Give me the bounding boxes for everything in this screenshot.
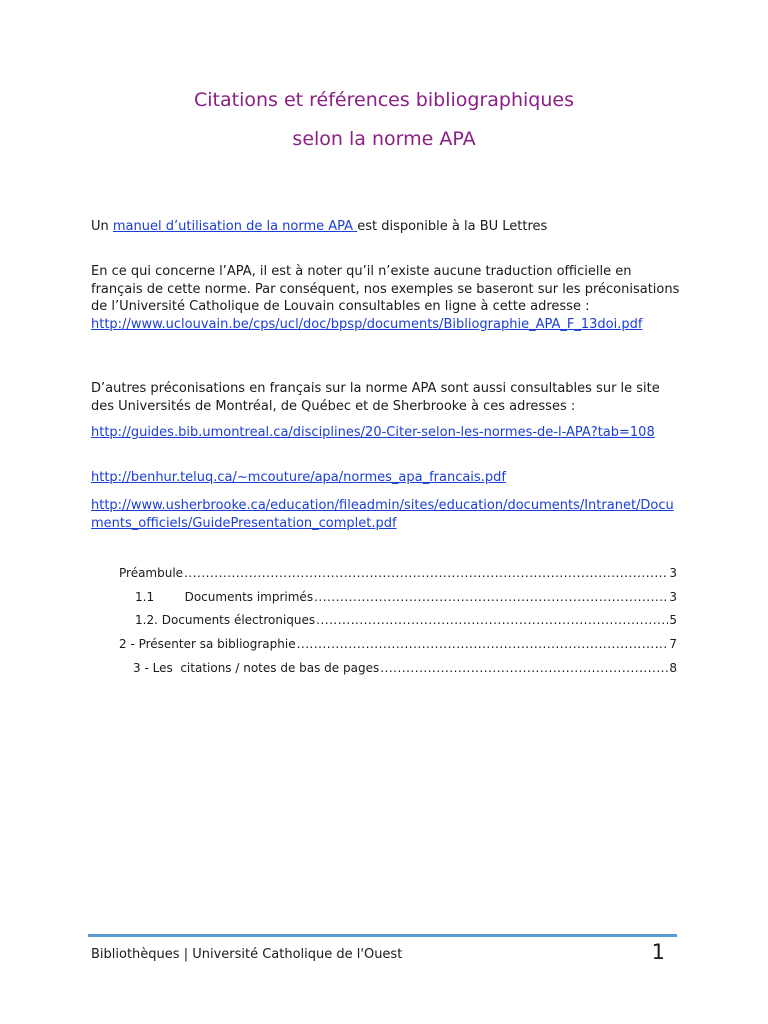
page-number: 1	[651, 940, 665, 964]
toc-page-number: 3	[669, 566, 677, 580]
toc-label: 1.2. Documents électroniques	[135, 613, 316, 627]
toc-label: 1.1 Documents imprimés	[135, 590, 314, 604]
teluq-link[interactable]: http://benhur.teluq.ca/~mcouture/apa/normes_apa_francais.pdf	[91, 470, 506, 485]
sherbrooke-link[interactable]: http://www.usherbrooke.ca/education/fileadmin/sites/education/documents/Intranet/Documents_officiels/GuidePresentation_complet.pdf	[91, 498, 674, 531]
intro-paragraph	[91, 218, 681, 236]
toc-page-number: 5	[669, 613, 677, 627]
footer-divider	[88, 934, 677, 937]
toc-dot-leader	[316, 612, 668, 629]
teluq-link-paragraph	[91, 469, 681, 487]
montreal-link[interactable]: http://guides.bib.umontreal.ca/disciplines/20-Citer-selon-les-normes-de-l-APA?tab=108	[91, 425, 655, 440]
toc-entry-documents-electroniques[interactable]	[135, 612, 677, 629]
toc-entry-preambule[interactable]	[119, 565, 677, 582]
intro-prefix: Un	[91, 219, 113, 234]
toc-page-number: 7	[669, 637, 677, 651]
toc-entry-documents-imprimes[interactable]	[135, 589, 677, 606]
toc-dot-leader	[184, 565, 668, 582]
toc-entry-citations[interactable]	[133, 660, 677, 677]
document-title-line-2: selon la norme APA	[292, 128, 476, 150]
toc-dot-leader	[380, 660, 668, 677]
apa-manual-link[interactable]: manuel d’utilisation de la norme APA	[112, 219, 358, 234]
toc-dot-leader	[314, 589, 668, 606]
toc-page-number: 3	[669, 590, 677, 604]
sherbrooke-link-paragraph	[91, 497, 681, 532]
montreal-link-paragraph	[91, 424, 681, 442]
intro-suffix: est disponible à la BU Lettres	[357, 219, 548, 234]
louvain-paragraph	[91, 263, 681, 333]
quebec-paragraph: D’autres préconisations en français sur la norme APA sont aussi consultables sur le site des Universités de Montréal, de Québec et de Sherbrooke à ces adresses :	[91, 381, 660, 414]
footer-text: Bibliothèques | Université Catholique de l'Ouest	[91, 947, 403, 962]
toc-dot-leader	[297, 636, 669, 653]
toc-label: 2 - Présenter sa bibliographie	[119, 637, 296, 651]
louvain-link[interactable]: http://www.uclouvain.be/cps/ucl/doc/bpsp/documents/Bibliographie_APA_F_13doi.pdf	[91, 316, 643, 332]
toc-label: 3 - Les citations / notes de bas de pages	[133, 661, 380, 675]
toc-entry-bibliographie[interactable]	[119, 636, 677, 653]
toc-label: Préambule	[119, 566, 184, 580]
toc-page-number: 8	[669, 661, 677, 675]
louvain-text: En ce qui concerne l’APA, il est à noter qu’il n’existe aucune traduction officielle en français de cette norme. Par conséquent, nos exemples se baseront sur les préconisations de l’Université Catholique de Louvain consultables en ligne à cette adresse :	[91, 264, 680, 314]
document-title-line-1: Citations et références bibliographiques	[194, 89, 574, 111]
